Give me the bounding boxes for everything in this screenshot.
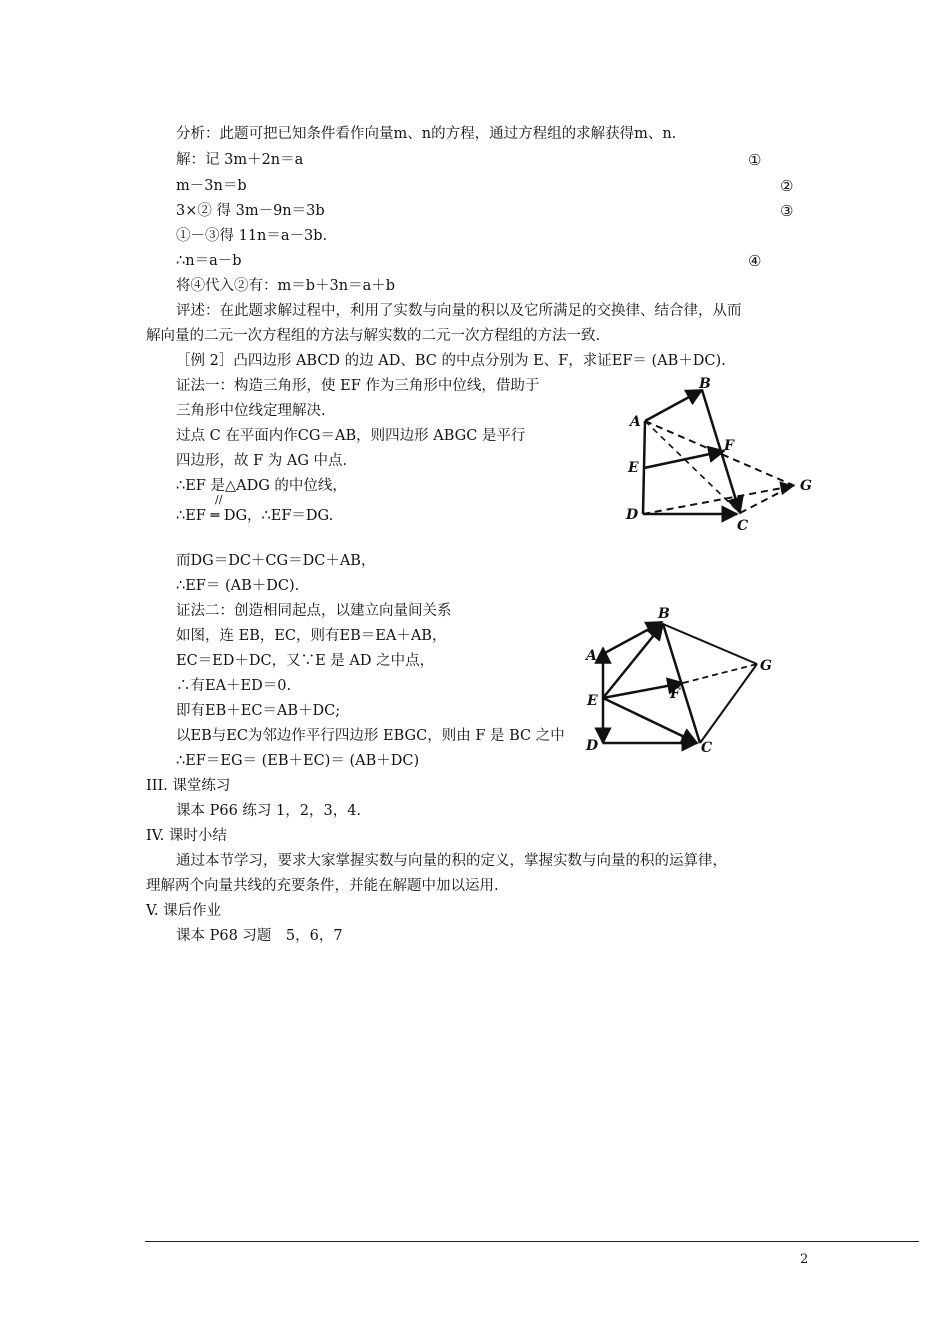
segment-bg [663,624,757,664]
vector-ec [603,698,697,743]
vector-ab [645,390,702,421]
dashed-ag [645,421,795,486]
section-heading-practice: III. 课堂练习 [146,778,231,794]
proof2-conclusion: ∴EF＝EG＝ (EB＋EC)＝ (AB＋DC) [176,753,420,769]
example-2-statement: ［例 2］凸四边形 ABCD 的边 AD、BC 的中点分别为 E、F，求证EF＝ (AB＋DC). [176,353,726,369]
solution-line-3: 3×② 得 3m－9n＝3b [176,203,325,219]
homework-line: 课本 P68 习题 5，6，7 [176,928,343,944]
label-d: D [626,507,639,523]
comment-line-1: 评述：在此题求解过程中，利用了实数与向量的积以及它所满足的交换律、结合律，从而 [176,303,742,319]
page-number: 2 [800,1252,809,1267]
label-b-2: B [658,606,670,622]
proof2-line-5: 即有EB＋EC＝AB＋DC; [176,703,341,719]
proof1-line-5: ∴EF 是△ADG 的中位线， [176,478,347,494]
vector-eb [603,624,663,698]
label-e-2: E [587,693,598,709]
label-c-2: C [701,740,713,756]
label-d-2: D [586,738,599,754]
label-g: G [800,478,812,494]
solution-line-2: m－3n＝b [176,178,247,194]
proof1-line-4: 四边形，故 F 为 AG 中点. [176,453,348,469]
segment-cg [700,664,757,743]
label-e: E [628,460,639,476]
label-f: F [724,438,734,454]
summary-line-1: 通过本节学习，要求大家掌握实数与向量的积的定义，掌握实数与向量的积的运算律， [176,853,727,869]
proof1-line-1: 证法一：构造三角形，使 EF 作为三角形中位线，借助于 [176,378,540,394]
proof1-line-7: 而DG＝DC＋CG＝DC＋AB， [176,553,376,569]
label-c: C [737,518,749,532]
figure-2-diagram [580,600,780,760]
proof2-line-4: ∴有EA＋ED＝0. [176,678,292,694]
equation-number-4: ④ [748,252,762,270]
solution-line-5: ∴n＝a－b [176,253,242,269]
label-a: A [630,414,641,430]
label-f-2: F [670,686,680,702]
vector-ef [644,451,724,468]
label-g-2: G [760,658,772,674]
practice-line: 课本 P66 练习 1，2，3，4. [176,803,362,819]
proof2-line-2: 如图，连 EB，EC，则有EB＝EA＋AB， [176,628,447,644]
footer-divider [145,1241,919,1242]
proof1-line-2: 三角形中位线定理解决. [176,403,326,419]
comment-line-2: 解向量的二元一次方程组的方法与解实数的二元一次方程组的方法一致. [146,328,601,344]
solution-line-4: ①－③得 11n＝a－3b. [176,228,328,244]
equation-number-1: ① [748,151,762,169]
parallel-mark: // [215,493,223,506]
solution-line-6: 将④代入②有：m＝b＋3n＝a＋b [176,278,396,294]
analysis-line: 分析：此题可把已知条件看作向量m、n的方程，通过方程组的求解获得m、n. [176,126,677,142]
proof1-line-3: 过点 C 在平面内作CG＝AB，则四边形 ABGC 是平行 [176,428,526,444]
summary-line-2: 理解两个向量共线的充要条件，并能在解题中加以运用. [146,878,499,894]
label-a-2: A [586,648,597,664]
solution-line-1: 解：记 3m＋2n＝a [176,152,304,168]
dashed-dg [643,486,793,514]
equation-number-2: ② [780,177,794,195]
section-heading-homework: V. 课后作业 [146,903,222,919]
label-b: B [699,376,711,392]
proof1-line-6: ∴EF ═ DG，∴EF＝DG. [176,508,334,524]
section-heading-summary: IV. 课时小结 [146,828,227,844]
figure-1-diagram [618,372,818,532]
proof2-line-3: EC＝ED＋DC，又∵E 是 AD 之中点， [176,653,435,669]
proof2-line-6: 以EB与EC为邻边作平行四边形 EBGC，则由 F 是 BC 之中 [176,728,565,744]
proof1-conclusion: ∴EF＝ (AB＋DC). [176,578,300,594]
proof2-line-1: 证法二：创造相同起点，以建立向量间关系 [176,603,452,619]
equation-number-3: ③ [780,202,794,220]
